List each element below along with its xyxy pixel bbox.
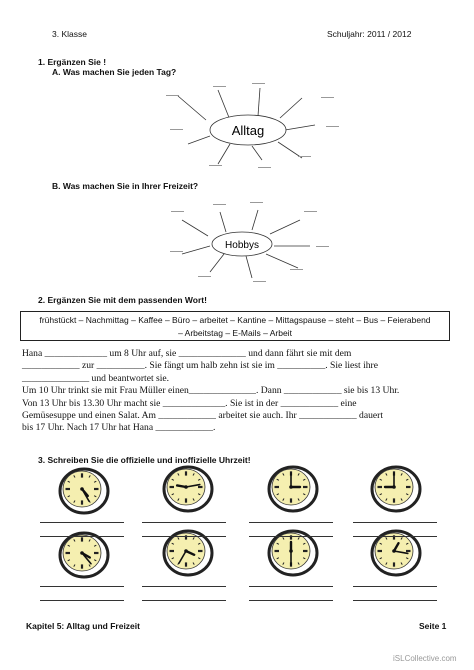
exercise-2-title: 2. Ergänzen Sie mit dem passenden Wort!	[38, 295, 207, 305]
exercise-1-title: 1. Ergänzen Sie !	[38, 57, 107, 67]
clock	[60, 469, 108, 513]
blank[interactable]	[321, 97, 334, 98]
word-bank-line-2: – Arbeitstag – E-Mails – Arbeit	[178, 328, 292, 338]
clock	[164, 531, 212, 575]
blank[interactable]	[170, 129, 183, 130]
answer-line[interactable]	[40, 586, 124, 587]
clock-center	[392, 549, 396, 553]
blank[interactable]	[253, 281, 266, 282]
answer-line[interactable]	[142, 600, 226, 601]
clock	[60, 533, 108, 577]
answer-line[interactable]	[353, 600, 437, 601]
clock	[372, 531, 420, 575]
clock	[164, 467, 212, 511]
blank[interactable]	[252, 83, 265, 84]
answer-line[interactable]	[249, 522, 333, 523]
blank[interactable]	[326, 126, 339, 127]
blank[interactable]	[213, 204, 226, 205]
answer-line[interactable]	[353, 522, 437, 523]
mindmap-alltag	[160, 80, 360, 180]
blank[interactable]	[290, 269, 303, 270]
footer-page: Seite 1	[419, 621, 447, 631]
class-label: 3. Klasse	[52, 29, 87, 39]
clock-grid	[0, 462, 474, 612]
answer-line[interactable]	[40, 522, 124, 523]
blank[interactable]	[213, 86, 226, 87]
exercise-3-title: 3. Schreiben Sie die offizielle und inoffizielle Uhrzeit!	[38, 455, 251, 465]
answer-line[interactable]	[142, 586, 226, 587]
blank[interactable]	[298, 156, 311, 157]
blank[interactable]	[304, 211, 317, 212]
clock-center	[289, 485, 293, 489]
clock	[269, 467, 317, 511]
answer-line[interactable]	[353, 586, 437, 587]
answer-line[interactable]	[249, 536, 333, 537]
watermark: iSLCollective.com	[393, 654, 457, 663]
cloze-line: ____________ zur __________. Sie fängt um halb zehn ist sie im __________. Sie liest ihre	[22, 360, 378, 372]
clock-center	[80, 487, 84, 491]
blank[interactable]	[170, 251, 183, 252]
blank[interactable]	[316, 246, 329, 247]
mindmap-hobbys	[160, 198, 360, 288]
clock-center	[80, 551, 84, 555]
cloze-line: Gemüsesuppe und einen Salat. Am ____________ arbeitet sie auch. Ihr ____________ dauert	[22, 409, 384, 421]
clock-center	[289, 549, 293, 553]
blank[interactable]	[258, 167, 271, 168]
clock-center	[184, 485, 188, 489]
clock	[269, 531, 317, 575]
answer-line[interactable]	[249, 586, 333, 587]
school-year: Schuljahr: 2011 / 2012	[327, 29, 412, 39]
blank[interactable]	[171, 211, 184, 212]
cloze-line: Hana _____________ um 8 Uhr auf, sie ______________ und dann fährt sie mit dem	[22, 348, 352, 359]
clock-center	[392, 485, 396, 489]
answer-line[interactable]	[40, 536, 124, 537]
cloze-line: ______________ und beantwortet sie.	[22, 372, 170, 384]
blank[interactable]	[209, 165, 222, 166]
clock-center	[184, 549, 188, 553]
blank[interactable]	[198, 276, 211, 277]
cloze-line: Um 10 Uhr trinkt sie mit Frau Müller einen______________. Dann ____________ sie bis 13 Uhr.	[22, 385, 400, 397]
answer-line[interactable]	[249, 600, 333, 601]
blank[interactable]	[250, 202, 263, 203]
bubble-alltag-label: Alltag	[231, 123, 265, 138]
answer-line[interactable]	[142, 536, 226, 537]
answer-line[interactable]	[142, 522, 226, 523]
footer-chapter: Kapitel 5: Alltag und Freizeit	[26, 621, 140, 631]
cloze-text	[22, 348, 452, 435]
blank[interactable]	[166, 95, 179, 96]
answer-line[interactable]	[353, 536, 437, 537]
cloze-line: bis 17 Uhr. Nach 17 Uhr hat Hana ____________.	[22, 422, 216, 434]
bubble-hobbys-label: Hobbys	[225, 240, 259, 251]
clock	[372, 467, 420, 511]
word-bank-line-1: frühstückt – Nachmittag – Kaffee – Büro – arbeitet – Kantine – Mittagspause – steht – Bus – Feierabend	[39, 315, 431, 325]
word-bank	[20, 311, 450, 341]
answer-line[interactable]	[40, 600, 124, 601]
cloze-line: Von 13 Uhr bis 13.30 Uhr macht sie _____________. Sie ist in der ____________ eine	[22, 397, 357, 409]
exercise-1a-question: A. Was machen Sie jeden Tag?	[52, 67, 177, 77]
exercise-1b-question: B. Was machen Sie in Ihrer Freizeit?	[52, 181, 199, 191]
